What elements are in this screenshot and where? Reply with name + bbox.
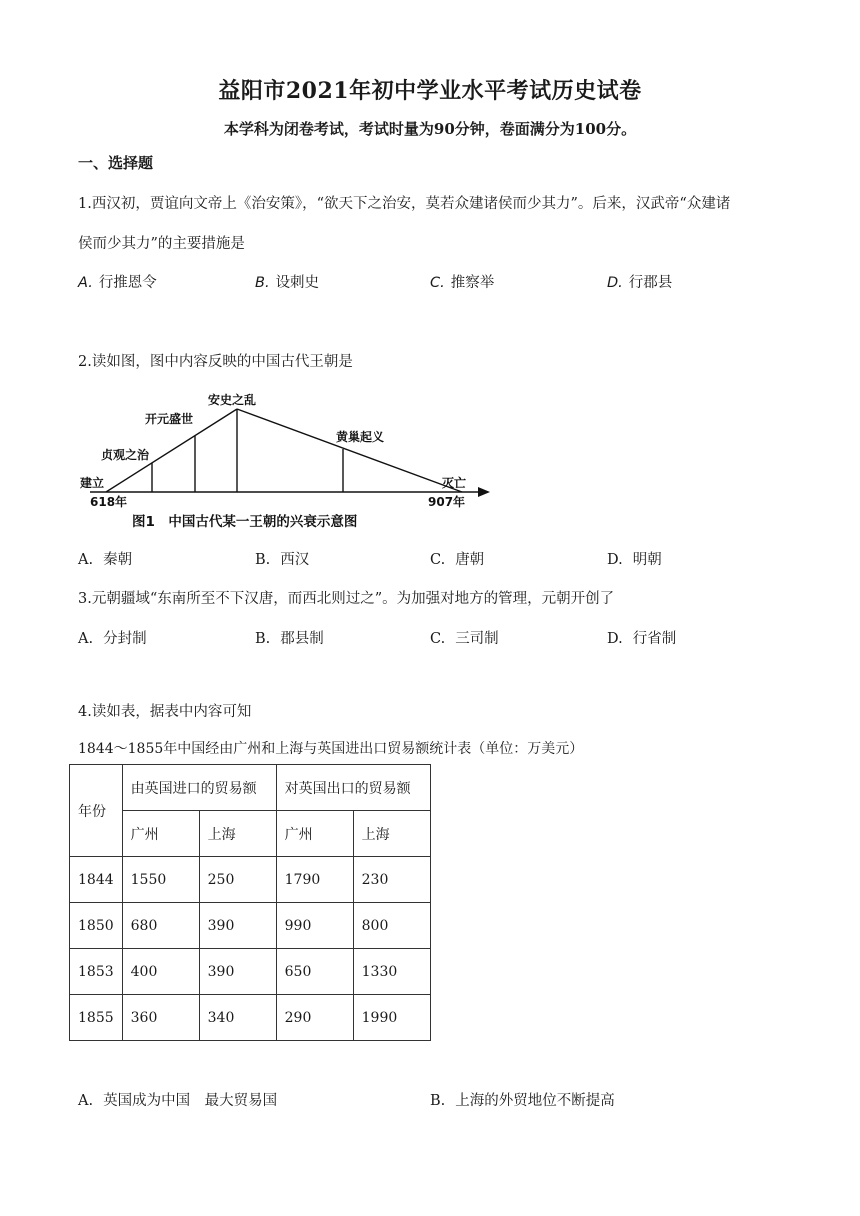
q2-stem: 2.读如图，图中内容反映的中国古代王朝是	[78, 354, 353, 370]
table-cell: 800	[353, 903, 430, 949]
label-kaiyuan: 开元盛世	[145, 412, 194, 426]
table-cell: 650	[276, 949, 353, 995]
table-header-row	[70, 765, 431, 811]
q4-option-a[interactable]: A. 英国成为中国 最大贸易国	[78, 1093, 278, 1109]
table-cell: 1844	[70, 857, 123, 903]
q3-stem: 3.元朝疆域“东南所至不下汉唐，而西北则过之”。为加强对地方的管理，元朝开创了	[78, 591, 615, 607]
q2-option-b[interactable]: B. 西汉	[255, 552, 310, 568]
fall-line	[237, 409, 462, 492]
q4-option-b[interactable]: B. 上海的外贸地位不断提高	[430, 1093, 615, 1109]
header-year: 年份	[70, 765, 123, 857]
figure-caption: 图1 中国古代某一王朝的兴衰示意图	[132, 514, 358, 530]
table-cell: 1790	[276, 857, 353, 903]
table-cell: 390	[199, 949, 276, 995]
subheader-shanghai-export: 上海	[353, 811, 430, 857]
q2-option-a[interactable]: A. 秦朝	[78, 552, 133, 568]
q3-option-c[interactable]: C. 三司制	[430, 631, 499, 647]
table-cell: 250	[199, 857, 276, 903]
table-cell: 1550	[122, 857, 199, 903]
table-cell: 1990	[353, 995, 430, 1041]
section-heading: 一、选择题	[78, 154, 154, 172]
label-start: 建立	[80, 476, 105, 490]
label-anshi: 安史之乱	[208, 393, 257, 407]
table-row	[70, 857, 431, 903]
exam-title: 益阳市2021年初中学业水平考试历史试卷	[218, 78, 642, 104]
q1-stem-line2: 侯而少其力”的主要措施是	[78, 236, 245, 252]
table-row	[70, 949, 431, 995]
q1-stem-line1: 1.西汉初，贾谊向文帝上《治安策》，“欲天下之治安，莫若众建诸侯而少其力”。后来，汉武帝“众建诸	[78, 196, 731, 212]
table-row	[70, 903, 431, 949]
axis-arrow	[478, 487, 490, 497]
subheader-shanghai-import: 上海	[199, 811, 276, 857]
q3-option-d[interactable]: D. 行省制	[607, 631, 677, 647]
subheader-guangzhou-import: 广州	[122, 811, 199, 857]
label-huangchao: 黄巢起义	[336, 430, 385, 444]
table-cell: 1853	[70, 949, 123, 995]
table-subheader-row	[70, 811, 431, 857]
table-row	[70, 995, 431, 1041]
q1-option-c[interactable]: C. 推察举	[430, 275, 495, 291]
table-cell: 390	[199, 903, 276, 949]
table-cell: 1850	[70, 903, 123, 949]
label-end-year: 907年	[428, 495, 466, 509]
table-cell: 1330	[353, 949, 430, 995]
q2-option-d[interactable]: D. 明朝	[607, 552, 662, 568]
table-cell: 1855	[70, 995, 123, 1041]
q1-option-d[interactable]: D. 行郡县	[607, 275, 673, 291]
q1-option-b[interactable]: B. 设刺史	[255, 275, 320, 291]
subheader-guangzhou-export: 广州	[276, 811, 353, 857]
dynasty-rise-fall-diagram	[70, 386, 510, 536]
table-cell: 360	[122, 995, 199, 1041]
header-exports: 对英国出口的贸易额	[276, 765, 430, 811]
trade-table	[69, 764, 431, 1041]
table-cell: 680	[122, 903, 199, 949]
q3-option-a[interactable]: A. 分封制	[78, 631, 147, 647]
q2-option-c[interactable]: C. 唐朝	[430, 552, 485, 568]
exam-subtitle: 本学科为闭卷考试，考试时量为90分钟，卷面满分为100分。	[223, 120, 637, 138]
q3-option-b[interactable]: B. 郡县制	[255, 631, 324, 647]
label-start-year: 618年	[90, 495, 128, 509]
q1-option-a[interactable]: A. 行推恩令	[78, 275, 157, 291]
table-cell: 230	[353, 857, 430, 903]
table-cell: 290	[276, 995, 353, 1041]
table-cell: 340	[199, 995, 276, 1041]
label-zhenguan: 贞观之治	[101, 448, 150, 462]
q4-stem: 4.读如表，据表中内容可知	[78, 704, 252, 720]
header-imports: 由英国进口的贸易额	[122, 765, 276, 811]
label-end: 灭亡	[442, 476, 467, 490]
table-cell: 400	[122, 949, 199, 995]
table-cell: 990	[276, 903, 353, 949]
table-title: 1844～1855年中国经由广州和上海与英国进出口贸易额统计表（单位：万美元）	[78, 741, 584, 757]
